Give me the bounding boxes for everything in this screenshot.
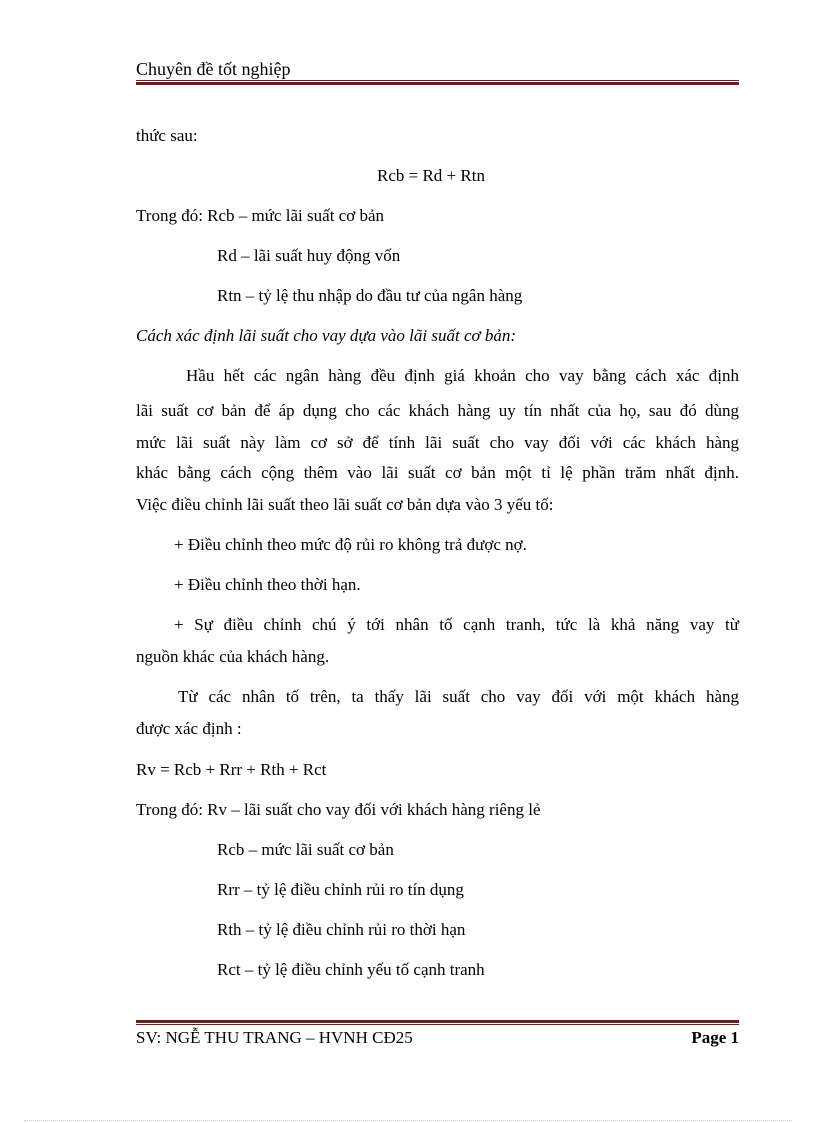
- formula-rv: Rv = Rcb + Rrr + Rth + Rct: [136, 760, 327, 779]
- footer-page-number: Page 1: [691, 1028, 739, 1047]
- header-title: Chuyên đề tốt nghiệp: [136, 59, 291, 79]
- definition-line: Rd – lãi suất huy động vốn: [217, 246, 401, 265]
- text-line: thức sau:: [136, 126, 198, 145]
- paragraph-line: Việc điều chỉnh lãi suất theo lãi suất cơ bản dựa vào 3 yếu tố:: [136, 495, 554, 514]
- italic-subheading: Cách xác định lãi suất cho vay dựa vào lãi suất cơ bản:: [136, 326, 517, 345]
- definition-line: Rrr – tỷ lệ điều chỉnh rủi ro tín dụng: [217, 880, 464, 899]
- definition-line: Rcb – mức lãi suất cơ bản: [217, 840, 394, 859]
- paragraph-line: được xác định :: [136, 719, 242, 738]
- formula-rcb: Rcb = Rd + Rtn: [377, 166, 485, 185]
- text-line: Trong đó: Rcb – mức lãi suất cơ bản: [136, 206, 384, 225]
- page-edge-divider: [24, 1120, 792, 1121]
- paragraph-line: nguồn khác của khách hàng.: [136, 647, 330, 666]
- definition-line: Rct – tỷ lệ điều chỉnh yếu tố cạnh tranh: [217, 960, 485, 979]
- text-line: Trong đó: Rv – lãi suất cho vay đối với khách hàng riêng lẻ: [136, 800, 541, 819]
- header-rule: [136, 80, 739, 85]
- bullet-line: + Điều chỉnh theo mức độ rủi ro không trả được nợ.: [174, 535, 527, 554]
- paragraph-line: Từ các nhân tố trên, ta thấy lãi suất cho vay đối với một khách hàng: [178, 687, 739, 706]
- paragraph-line: lãi suất cơ bản để áp dụng cho các khách hàng uy tín nhất của họ, sau đó dùng: [136, 401, 739, 420]
- footer-rule: [136, 1020, 739, 1025]
- paragraph-line: mức lãi suất này làm cơ sở để tính lãi suất cho vay đối với các khách hàng: [136, 433, 739, 452]
- paragraph-line: Hầu hết các ngân hàng đều định giá khoản cho vay bằng cách xác định: [186, 366, 739, 385]
- bullet-line: + Sự điều chỉnh chú ý tới nhân tố cạnh tranh, tức là khả năng vay từ: [174, 615, 739, 634]
- bullet-line: + Điều chỉnh theo thời hạn.: [174, 575, 361, 594]
- definition-line: Rth – tỷ lệ điều chỉnh rủi ro thời hạn: [217, 920, 466, 939]
- definition-line: Rtn – tỷ lệ thu nhập do đầu tư của ngân hàng: [217, 286, 523, 305]
- footer-student: SV: NGỄ THU TRANG – HVNH CĐ25: [136, 1028, 413, 1047]
- paragraph-line: khác bằng cách cộng thêm vào lãi suất cơ bản một tỉ lệ phần trăm nhất định.: [136, 463, 739, 482]
